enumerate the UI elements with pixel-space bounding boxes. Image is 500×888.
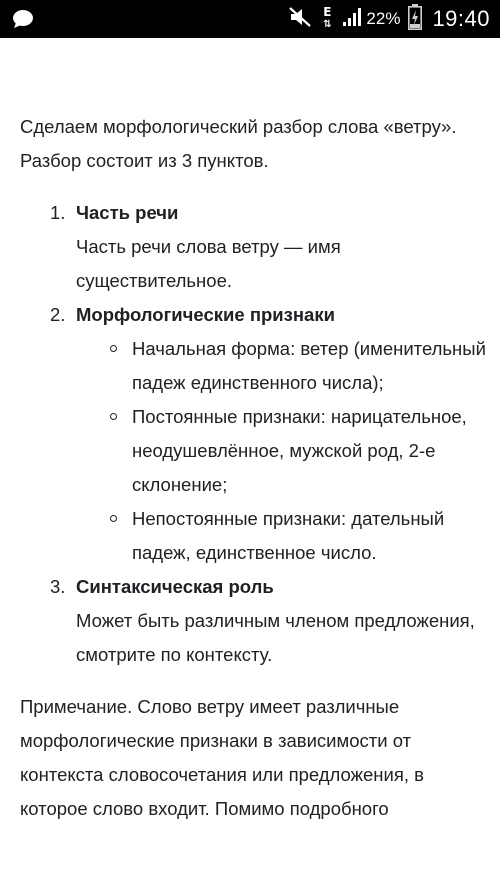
list-item (50, 196, 490, 298)
mute-icon (288, 6, 312, 33)
intro-paragraph: Сделаем морфологический разбор слова «ветру». Разбор состоит из 3 пунктов. (20, 116, 457, 171)
chat-bubble-icon (12, 9, 34, 29)
bullet-circle-icon (110, 515, 117, 522)
clock: 19:40 (432, 6, 490, 31)
item-number: 2. (50, 304, 66, 325)
section-text: Часть речи слова ветру — имя существительное. (76, 236, 341, 291)
battery-charging-icon (408, 4, 422, 35)
bullet-text: Начальная форма: ветер (именительный падеж единственного числа); (132, 338, 486, 393)
status-bar (0, 0, 500, 38)
battery-percent: 22% (366, 9, 401, 28)
bullet-item (132, 332, 490, 400)
article-content (20, 110, 490, 826)
section-heading: Морфологические признаки (76, 304, 335, 325)
features-list (76, 332, 490, 570)
bullet-circle-icon (110, 413, 117, 420)
analysis-list (20, 196, 490, 672)
section-heading: Часть речи (76, 202, 179, 223)
list-item (50, 298, 490, 570)
note-paragraph: Примечание. Слово ветру имеет различные морфологические признаки в зависимости от контекста словосочетания или предложения, в которое слово входит. Помимо подробного (20, 696, 424, 819)
data-arrows-icon: E ⇅ (323, 5, 332, 30)
bullet-item (132, 400, 490, 502)
list-item (50, 570, 490, 672)
bullet-item (132, 502, 490, 570)
bullet-text: Непостоянные признаки: дательный падеж, единственное число. (132, 508, 445, 563)
bullet-circle-icon (110, 345, 117, 352)
section-heading: Синтаксическая роль (76, 576, 274, 597)
item-number: 3. (50, 576, 66, 597)
section-text: Может быть различным членом предложения, смотрите по контексту. (76, 610, 475, 665)
status-icons (280, 0, 490, 38)
signal-icon (342, 7, 362, 32)
network-type-label: E (323, 5, 332, 19)
item-number: 1. (50, 202, 66, 223)
bullet-text: Постоянные признаки: нарицательное, неодушевлённое, мужской род, 2-е склонение; (132, 406, 467, 495)
